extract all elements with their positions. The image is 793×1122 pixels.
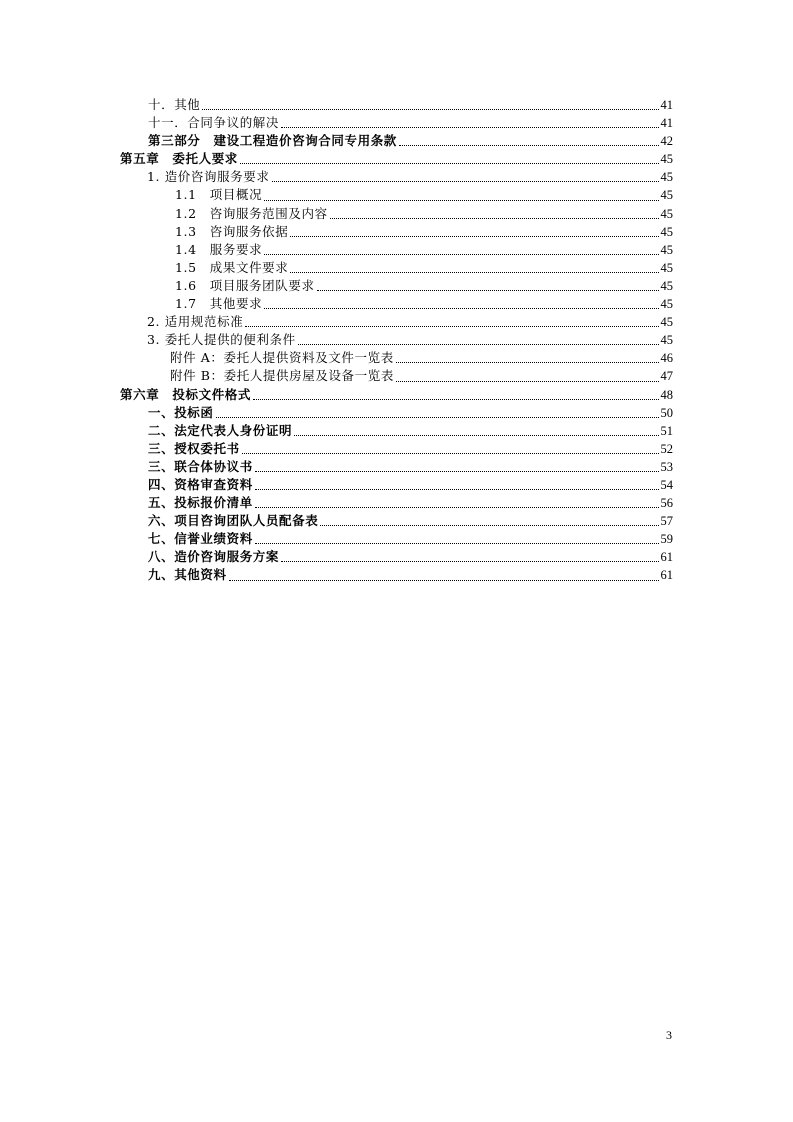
toc-entry[interactable]	[120, 386, 673, 404]
toc-entry-title: 1.1 项目概况	[175, 187, 263, 203]
toc-entry-title: 附件 B：委托人提供房屋及设备一览表	[170, 368, 394, 384]
toc-leader-dots	[294, 435, 658, 436]
toc-entry[interactable]	[120, 331, 673, 349]
toc-leader-dots	[290, 236, 658, 237]
toc-leader-dots	[253, 399, 658, 400]
toc-entry[interactable]	[120, 241, 673, 259]
toc-leader-dots	[396, 381, 659, 382]
toc-entry-title: 六、项目咨询团队人员配备表	[148, 513, 319, 529]
toc-entry[interactable]	[120, 476, 673, 494]
toc-entry-page: 45	[660, 333, 673, 348]
toc-entry[interactable]	[120, 114, 673, 132]
toc-entry-title: 四、资格审查资料	[148, 476, 253, 492]
toc-entry-page: 41	[660, 116, 673, 131]
toc-entry[interactable]	[120, 367, 673, 385]
toc-entry-page: 61	[660, 550, 673, 565]
toc-entry-page: 45	[660, 242, 673, 257]
toc-entry-page: 45	[660, 260, 673, 275]
toc-entry[interactable]	[120, 458, 673, 476]
toc-leader-dots	[317, 290, 659, 291]
toc-entry[interactable]	[120, 168, 673, 186]
toc-leader-dots	[281, 127, 658, 128]
toc-entry-page: 57	[660, 514, 673, 529]
toc-entry-title: 1.7 其他要求	[175, 296, 263, 312]
toc-leader-dots	[202, 109, 658, 110]
toc-entry[interactable]	[120, 313, 673, 331]
toc-leader-dots	[281, 561, 658, 562]
toc-entry-page: 51	[660, 423, 673, 438]
toc-entry-title: 1.3 咨询服务依据	[175, 223, 289, 239]
toc-leader-dots	[272, 181, 659, 182]
toc-entry-title: 十．其他	[148, 97, 201, 112]
toc-entry-title: 1.6 项目服务团队要求	[175, 277, 315, 293]
toc-entry-title: 十一．合同争议的解决	[148, 115, 280, 131]
toc-entry-title: 九、其他资料	[148, 567, 227, 583]
toc-entry-page: 50	[660, 405, 673, 420]
toc-leader-dots	[330, 218, 659, 219]
toc-entry-page: 53	[660, 459, 673, 474]
toc-leader-dots	[242, 453, 659, 454]
toc-entry-page: 45	[660, 188, 673, 203]
toc-entry-page: 41	[660, 98, 673, 112]
toc-entry[interactable]	[120, 422, 673, 440]
toc-entry-title: 二、法定代表人身份证明	[148, 422, 293, 438]
toc-leader-dots	[245, 326, 658, 327]
toc-leader-dots	[320, 525, 658, 526]
toc-entry-page: 45	[660, 152, 673, 167]
toc-entry[interactable]	[120, 530, 673, 548]
toc-leader-dots	[255, 489, 659, 490]
toc-entry[interactable]	[120, 349, 673, 367]
toc-entry-page: 42	[660, 134, 673, 149]
toc-entry-page: 52	[660, 441, 673, 456]
toc-entry-title: 1.4 服务要求	[175, 241, 263, 257]
toc-entry[interactable]	[120, 548, 673, 566]
toc-leader-dots	[255, 543, 659, 544]
toc-entry-page: 47	[660, 369, 673, 384]
toc-entry[interactable]	[120, 277, 673, 295]
toc-entry-page: 45	[660, 224, 673, 239]
toc-entry-title: 三、联合体协议书	[148, 458, 253, 474]
toc-entry-page: 45	[660, 315, 673, 330]
toc-entry-page: 56	[660, 496, 673, 511]
toc-entry-title: 1. 造价咨询服务要求	[147, 169, 270, 185]
toc-entry[interactable]	[120, 186, 673, 204]
toc-entry[interactable]	[120, 440, 673, 458]
toc-leader-dots	[396, 362, 659, 363]
toc-entry-title: 1.5 成果文件要求	[175, 259, 289, 275]
toc-entry-title: 第六章 投标文件格式	[120, 386, 252, 402]
page-number: 3	[666, 1028, 672, 1042]
toc-entry-title: 八、造价咨询服务方案	[148, 549, 280, 565]
toc-leader-dots	[264, 308, 658, 309]
toc-entry-title: 第五章 委托人要求	[120, 151, 238, 167]
toc-entry-page: 45	[660, 297, 673, 312]
toc-entry-page: 45	[660, 170, 673, 185]
toc-entry-title: 2. 适用规范标准	[147, 314, 244, 330]
toc-entry-page: 54	[660, 477, 673, 492]
toc-entry[interactable]	[120, 295, 673, 313]
toc-leader-dots	[264, 254, 658, 255]
toc-entry-page: 46	[660, 351, 673, 366]
toc-entry-title: 附件 A：委托人提供资料及文件一览表	[170, 350, 394, 366]
toc-entry-page: 48	[660, 387, 673, 402]
toc-entry-title: 五、投标报价清单	[148, 495, 253, 511]
toc-leader-dots	[240, 163, 659, 164]
toc-leader-dots	[229, 580, 659, 581]
toc-leader-dots	[290, 272, 658, 273]
toc-entry-page: 59	[660, 532, 673, 547]
toc-leader-dots	[255, 507, 659, 508]
toc-entry-title: 一、投标函	[148, 404, 214, 420]
toc-leader-dots	[399, 145, 659, 146]
toc-entry-title: 第三部分 建设工程造价咨询合同专用条款	[148, 133, 397, 149]
table-of-contents	[120, 96, 673, 585]
toc-entry[interactable]	[120, 223, 673, 241]
toc-entry[interactable]	[120, 132, 673, 150]
toc-entry[interactable]	[120, 150, 673, 168]
toc-leader-dots	[255, 471, 659, 472]
toc-entry-page: 45	[660, 278, 673, 293]
toc-entry[interactable]	[120, 494, 673, 512]
toc-entry-title: 1.2 咨询服务范围及内容	[175, 205, 328, 221]
toc-entry[interactable]	[120, 566, 673, 584]
toc-entry-page: 61	[660, 568, 673, 583]
toc-leader-dots	[216, 417, 659, 418]
toc-leader-dots	[298, 344, 659, 345]
toc-entry-title: 七、信誉业绩资料	[148, 531, 253, 547]
toc-leader-dots	[264, 200, 658, 201]
toc-entry[interactable]	[120, 205, 673, 223]
toc-entry[interactable]	[120, 404, 673, 422]
toc-entry-title: 3. 委托人提供的便利条件	[147, 332, 296, 348]
toc-entry[interactable]	[120, 96, 673, 114]
toc-entry-title: 三、授权委托书	[148, 440, 240, 456]
toc-entry[interactable]	[120, 512, 673, 530]
toc-entry[interactable]	[120, 259, 673, 277]
toc-entry-page: 45	[660, 206, 673, 221]
